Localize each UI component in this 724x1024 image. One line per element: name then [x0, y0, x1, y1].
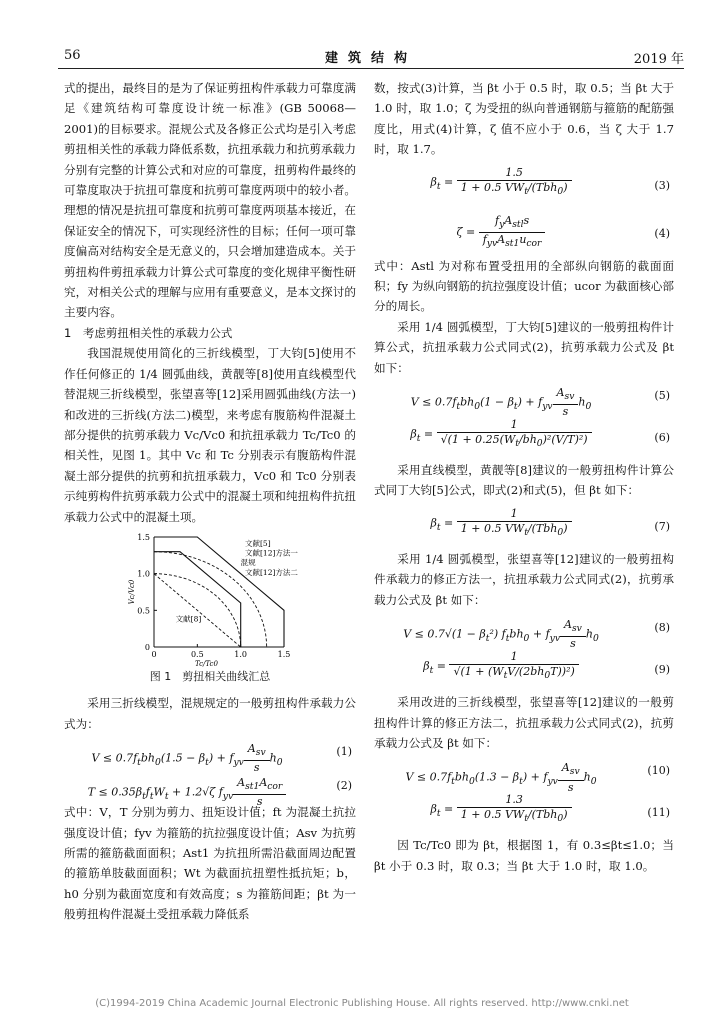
- figure-caption: 图 1 剪扭相关曲线汇总: [149, 669, 271, 683]
- equation-2: $T \le 0.35\beta_tf_tW_t + 1.2√\zeta$ $f_{yv}$ $\frac{A_{st1}A_{cor}}{s}$ (2): [87, 776, 352, 809]
- y-tick-label: 0.5: [137, 606, 150, 616]
- paragraph: 式中：V，T 分别为剪力、扭矩设计值；ft 为混凝土抗拉强度设计值；fyv 为箍筋的抗拉强度设计值；Asv 为抗剪所需的箍筋截面面积；Ast1 为抗扭所需沿截面周边配置的箍筋单肢截面面积；Wt 为截面抗扭塑性抵抗矩；b，h0 分别为截面宽度和有效高度；s 为箍筋间距；βt 为一般剪扭构件混凝土受扭承载力降低系: [64, 805, 356, 922]
- series-line-4: [154, 574, 241, 647]
- section-heading: 1 考虑剪扭相关性的承载力公式: [64, 325, 233, 340]
- paragraph: 采用三折线模型，混规规定的一般剪扭构件承载力公式为：: [64, 696, 356, 731]
- page-number: 56: [64, 48, 81, 63]
- paragraph: 采用直线模型，黄靓等[8]建议的一般剪扭构件计算公式同丁大钧[5]公式，即式(2)和式(5)，但 βt 如下：: [374, 463, 674, 498]
- y-axis-label: Vc/Vc0: [128, 579, 136, 605]
- y-tick-label: 1.0: [137, 569, 150, 579]
- paragraph: 因 Tc/Tc0 即为 βt，根据图 1，有 0.3≤βt≤1.0；当 βt 小于 0.3 时，取 0.3；当 βt 大于 1.0 时，取 1.0。: [374, 838, 674, 873]
- x-tick-label: 0.5: [190, 649, 204, 659]
- x-tick-label: 1.5: [277, 649, 291, 659]
- legend-label: 文献[12]方法一: [245, 548, 298, 558]
- copyright-footer: (C)1994-2019 China Academic Journal Electronic Publishing House. All rights reserved. http://www.cnki.net: [95, 998, 629, 1009]
- equation-3: $\beta_t$ = $\frac{1.5}{1 + 0.5 VW_t/(Tbh_0)}$ (3): [430, 165, 670, 197]
- year: 2019 年: [633, 52, 684, 67]
- paragraph: 采用 1/4 圆弧模型，张望喜等[12]建议的一般剪扭构件承载力的修正方法一，抗扭承载力公式同式(2)，抗剪承载力公式及 βt 如下：: [374, 551, 674, 607]
- x-axis-label: Tc/Tc0: [195, 659, 218, 668]
- equation-11: $\beta_t$ = $\frac{1.3}{1 + 0.5 VW_t/(Tbh_0)}$ (11): [430, 793, 670, 825]
- x-tick-label: 0: [151, 649, 157, 659]
- legend-label: 文献[12]方法二: [245, 568, 298, 578]
- equation-10: $V \le 0.7f_tbh_0(1.3 - \beta_t) + f_{yv}$ $\frac{A_{sv}}{s}$ $h_0$ (10): [405, 761, 670, 794]
- equation-1: $V \le 0.7f_tbh_0(1.5 - \beta_t) + f_{yv}$ $\frac{A_{sv}}{s}$ $h_0$ (1): [91, 742, 352, 775]
- legend-label: 文献[5]: [245, 538, 271, 548]
- paragraph: 我国混规使用简化的三折线模型，丁大钧[5]使用不作任何修正的 1/4 圆弧曲线，黄靓等[8]使用直线模型代替混规三折线模型，张望喜等[12]采用圆弧曲线(方法一)和改进的三折线(方法二)模型，来考虑有腹筋构件混凝土部分提供的抗剪承载力 Vc/Vc0 和抗扭承载力 Tc/Tc0 的相关性，见图 1。其中 Vc 和 Tc 分别表示有腹筋构件混凝土部分提供的抗剪和抗扭承载力，Vc0 和 Tc0 分别表示纯剪构件抗剪承载力公式中的混凝土项和纯扭构件抗扭承载力公式中的混凝土项。: [64, 346, 356, 524]
- equation-9: $\beta_t$ = $\frac{1}{√(1 + (W_tV/(2bh_0T))^2)}$ (9): [423, 650, 670, 682]
- running-header: [58, 46, 684, 69]
- equation-8: $V \le 0.7√(1 - \beta_t^2)$ $f_tbh_0 + f_{yv}$ $\frac{A_{sv}}{s}$ $h_0$ (8): [403, 618, 670, 651]
- series-line-3: [154, 552, 241, 647]
- journal-title: 建筑结构: [324, 51, 417, 66]
- paragraph: 数，按式(3)计算，当 βt 小于 0.5 时，取 0.5；当 βt 大于 1.0 时，取 1.0；ζ 为受扭的纵向普通钢筋与箍筋的配筋强度比，用式(4)计算，ζ 值不应小于 0.6，当 ζ 大于 1.7 时，取 1.7。: [374, 81, 674, 157]
- figure-1: [64, 527, 356, 668]
- equation-6: $\beta_t$ = $\frac{1}{√(1 + 0.25(W_t/bh_0)^2(V/T)^2)}$ (6): [410, 418, 670, 450]
- paragraph: 式中：Astl 为对称布置受扭用的全部纵向钢筋的截面面积；fy 为纵向钢筋的抗拉强度设计值；ucor 为截面核心部分的周长。: [374, 258, 674, 314]
- y-tick-label: 1.5: [137, 532, 150, 542]
- right-column: [374, 78, 674, 876]
- equation-7: $\beta_t$ = $\frac{1}{1 + 0.5 VW_t/(Tbh_0)}$ (7): [430, 506, 670, 539]
- paragraph: 采用改进的三折线模型，张望喜等[12]建议的一般剪扭构件计算的修正方法二，抗扭承载力公式同式(2)，抗剪承载力公式及 βt 如下：: [374, 695, 674, 750]
- x-tick-label: 1.0: [234, 649, 248, 659]
- legend-label: 文献[8]: [175, 614, 202, 624]
- paragraph: 式的提出，最终目的是为了保证剪扭构件承载力可靠度满足《建筑结构可靠度设计统一标准》(GB 50068—2001)的目标要求。混规公式及各修正公式均是引入考虑剪扭相关性的承载力降低系数，抗扭承载力和抗剪承载力分别有完整的计算公式和对应的可靠度，扭剪构件最终的可靠度取决于抗扭可靠度和抗剪可靠度两项中的较小者。理想的情况是抗扭可靠度和抗剪可靠度两项基本接近，在保证安全的情况下，可实现经济性的目标；任何一项可靠度偏高对结构安全是无意义的，只会增加建造成本。关于剪扭构件剪扭承载力计算公式可靠度的变化规律平衡性研究，对相关公式的理解与应用有重要意义，是本文探讨的主要内容。: [64, 81, 356, 320]
- equation-5: $V \le 0.7f_tbh_0(1 - \beta_t) + f_{yv}$ $\frac{A_{sv}}{s}$ $h_0$ (5): [410, 386, 670, 419]
- equation-4: ζ = $\frac{f_yA_{stl}s}{f_{yv}A_{st1}u_{cor}}$ (4): [456, 213, 670, 249]
- left-column: [64, 78, 356, 925]
- legend-label: 混规: [240, 557, 256, 567]
- paragraph: 采用 1/4 圆弧模型，丁大钧[5]建议的一般剪扭构件计算公式，抗扭承载力公式同式(2)，抗剪承载力公式及 βt 如下：: [374, 319, 674, 375]
- y-tick-label: 0: [144, 642, 150, 652]
- interaction-curve-chart: [64, 527, 356, 668]
